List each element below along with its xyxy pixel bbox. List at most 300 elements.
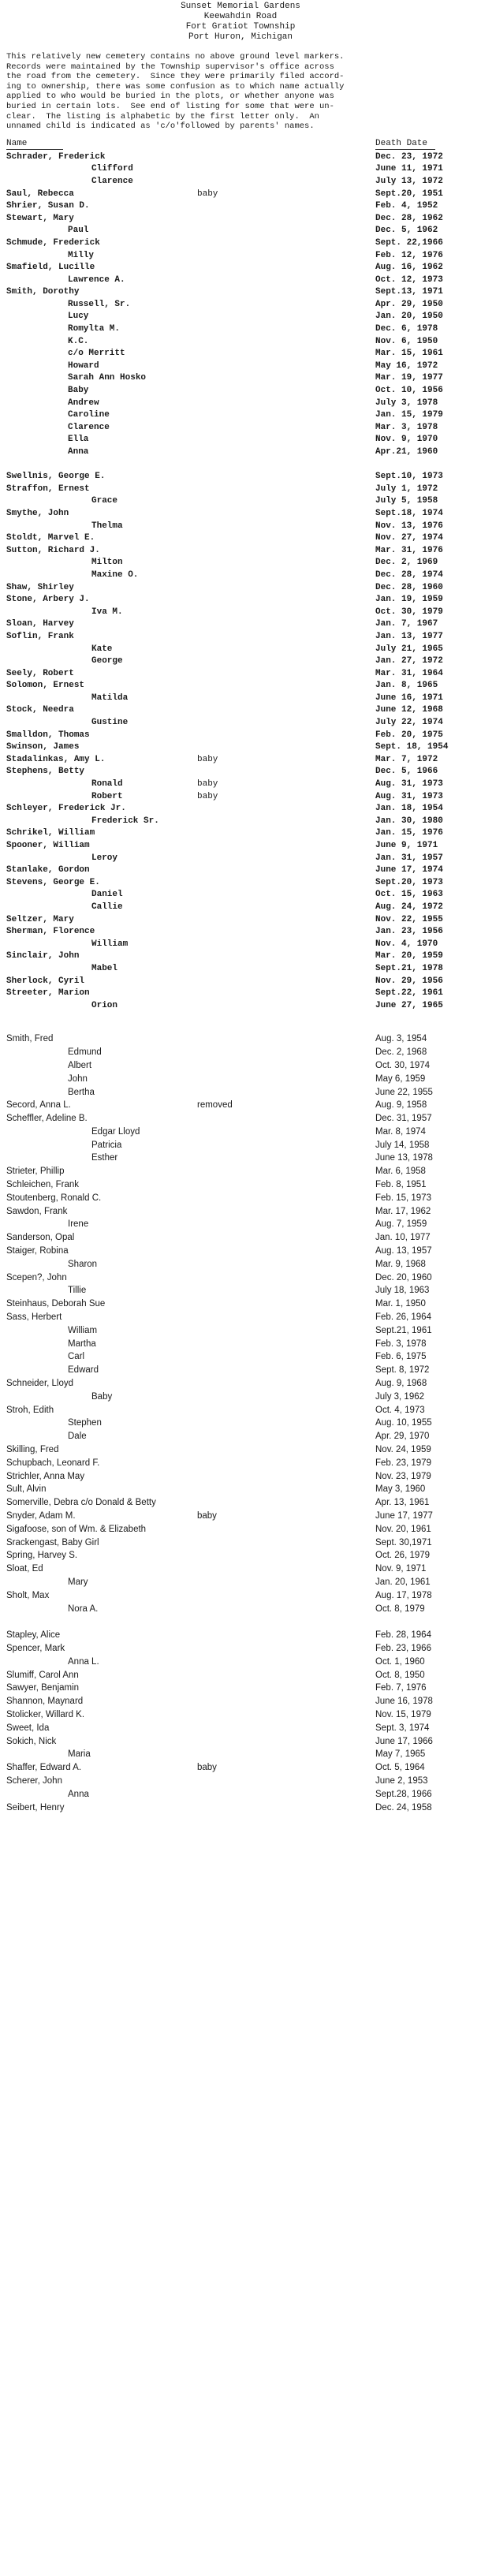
entry-note: baby [197, 754, 218, 764]
listing-row [0, 1099, 481, 1112]
person-name: John [68, 1073, 88, 1084]
listing-row [0, 1430, 481, 1443]
listing-row [0, 1245, 481, 1258]
listing-row [0, 1788, 481, 1801]
person-name: Shaffer, Edward A. [6, 1763, 82, 1773]
listing-row [0, 950, 481, 963]
death-date: Mar. 1, 1950 [375, 1299, 426, 1309]
listing-row [0, 1165, 481, 1178]
person-name: Sawdon, Frank [6, 1206, 68, 1216]
person-name: Sholt, Max [6, 1590, 50, 1600]
death-date: July 5, 1958 [375, 496, 438, 506]
person-name: Caroline [68, 410, 110, 420]
listing-row [0, 1536, 481, 1550]
person-name: Orion [91, 1000, 118, 1010]
person-name: George [91, 656, 123, 666]
person-name: Tillie [68, 1286, 87, 1296]
listing-row [0, 1297, 481, 1311]
listing-row [0, 299, 481, 312]
person-name: Seltzer, Mary [6, 914, 74, 924]
death-date: Jan. 20, 1961 [375, 1577, 431, 1587]
listing-row [0, 1112, 481, 1126]
death-date: Dec. 28, 1974 [375, 569, 443, 580]
death-date: Nov. 20, 1961 [375, 1524, 431, 1534]
person-name: Stephens, Betty [6, 767, 85, 777]
death-date: Nov. 23, 1979 [375, 1471, 431, 1481]
listing-row [0, 1722, 481, 1735]
person-name: Edmund [68, 1047, 102, 1058]
death-date: Mar. 15, 1961 [375, 349, 443, 359]
death-date: Dec. 28, 1962 [375, 213, 443, 223]
listing-row [0, 545, 481, 558]
person-name: Smith, Dorothy [6, 287, 80, 297]
intro-paragraph: This relatively new cemetery contains no above ground level markers. Records were maintained by the Township supervisor's office across the road from the cemetery. Since they were primarily filed accord- ing to ownership, there was some confusion as to which name actually applied to who would be buried in the plots, or whether anyone was buried in certain lots. See end of listing for some that were un- clear. The listing is alphabetic by the first letter only. An unnamed child is indicated as 'c/o'followed by parents' names. [6, 52, 345, 132]
person-name: Paul [68, 226, 89, 236]
listing-row [0, 631, 481, 644]
header-line-road: Keewahdin Road [203, 12, 278, 21]
person-name: Sass, Herbert [6, 1312, 62, 1323]
name-underline [6, 149, 63, 150]
death-date: July 1, 1972 [375, 483, 438, 494]
death-date: Jan. 10, 1977 [375, 1233, 431, 1243]
death-date: Nov. 24, 1959 [375, 1445, 431, 1455]
listing-row [0, 693, 481, 705]
death-date: Dec. 2, 1969 [375, 558, 438, 568]
listing-row [0, 385, 481, 398]
listing-row [0, 311, 481, 323]
death-date: Nov. 4, 1970 [375, 939, 438, 949]
person-name: K.C. [68, 336, 89, 346]
header-line-cemetery: Sunset Memorial Gardens [181, 2, 300, 11]
death-date: Oct. 10, 1956 [375, 386, 443, 396]
entry-note: baby [197, 779, 218, 790]
person-name: Streeter, Marion [6, 988, 90, 999]
person-name: Soflin, Frank [6, 631, 74, 641]
person-name: Sherman, Florence [6, 927, 95, 937]
listing-row [0, 1417, 481, 1430]
death-date: Nov. 29, 1956 [375, 976, 443, 986]
person-name: Thelma [91, 521, 123, 531]
person-name: Patricia [91, 1140, 122, 1150]
death-date: Mar. 17, 1962 [375, 1206, 431, 1216]
listing-row [0, 1457, 481, 1470]
person-name: Stanlake, Gordon [6, 865, 90, 875]
death-date: June 2, 1953 [375, 1775, 428, 1786]
document-header [0, 0, 481, 43]
person-name: Ronald [91, 779, 123, 790]
person-name: William [91, 939, 129, 949]
listing-row [0, 483, 481, 496]
listing-row [0, 495, 481, 508]
listing-row [0, 680, 481, 693]
death-date: Nov. 13, 1976 [375, 521, 443, 531]
listing-row [0, 1761, 481, 1775]
death-date: Feb. 26, 1964 [375, 1312, 431, 1323]
person-name: Slumiff, Carol Ann [6, 1670, 79, 1680]
listing-row [0, 976, 481, 988]
listing-row [0, 1073, 481, 1086]
death-date: Mar. 19, 1977 [375, 373, 443, 383]
death-date: Dec. 28, 1960 [375, 582, 443, 592]
listing-row [0, 717, 481, 730]
person-name: Martha [68, 1338, 96, 1349]
death-date: Oct. 8, 1979 [375, 1603, 425, 1614]
listing-row [0, 1470, 481, 1484]
person-name: Stock, Needra [6, 705, 74, 715]
person-name: Robert [91, 791, 123, 801]
death-date: Mar. 9, 1968 [375, 1259, 426, 1269]
death-date: Nov. 22, 1955 [375, 914, 443, 924]
listing-row [0, 939, 481, 951]
death-date: Dec. 5, 1962 [375, 226, 438, 236]
person-name: Albert [68, 1060, 92, 1070]
listing-row [0, 1748, 481, 1761]
death-date: June 17, 1966 [375, 1736, 433, 1746]
listing-row [0, 1139, 481, 1152]
death-date: Sept.13, 1971 [375, 287, 443, 297]
person-name: Russell, Sr. [68, 299, 131, 309]
death-date: Dec. 24, 1958 [375, 1802, 432, 1813]
death-date: Oct. 8, 1950 [375, 1670, 425, 1680]
death-date: May 16, 1972 [375, 360, 438, 371]
listing-row [0, 237, 481, 250]
person-name: Schrikel, William [6, 828, 95, 838]
listing-row [0, 1377, 481, 1391]
person-name: Grace [91, 496, 118, 506]
header-line-city: Port Huron, Michigan [188, 32, 293, 42]
listing-row [0, 594, 481, 607]
death-date: Jan. 15, 1976 [375, 828, 443, 838]
listing-row [0, 336, 481, 349]
death-date: Oct. 12, 1973 [375, 274, 443, 285]
person-name: Schleyer, Frederick Jr. [6, 804, 126, 814]
death-date: Jan. 15, 1979 [375, 410, 443, 420]
death-date: Sept. 30,1971 [375, 1537, 432, 1547]
listing-row [0, 225, 481, 237]
person-name: Dale [68, 1432, 87, 1442]
death-date: Sept.20, 1951 [375, 189, 443, 199]
listing-row [0, 274, 481, 287]
listing-row [0, 1284, 481, 1297]
death-date: June 17, 1977 [375, 1511, 433, 1521]
listing-row [0, 607, 481, 619]
listing-row [0, 1629, 481, 1642]
person-name: Stroh, Edith [6, 1405, 54, 1415]
person-name: Sherlock, Cyril [6, 976, 85, 986]
death-date: Sept.10, 1973 [375, 472, 443, 482]
listing-row [0, 987, 481, 1000]
listing-row [0, 1615, 481, 1629]
person-name: Sanderson, Opal [6, 1233, 75, 1243]
listing-row [0, 1178, 481, 1192]
section-gap [0, 1012, 481, 1031]
person-name: Lawrence A. [68, 274, 125, 285]
death-date: Mar. 7, 1972 [375, 754, 438, 764]
person-name: Gustine [91, 718, 129, 728]
death-date: Jan. 13, 1977 [375, 631, 443, 641]
death-date: Feb. 23, 1966 [375, 1643, 431, 1653]
person-name: Stadalinkas, Amy L. [6, 754, 106, 764]
listing-row [0, 151, 481, 164]
death-date: Mar. 6, 1958 [375, 1167, 426, 1177]
listing-row [0, 914, 481, 927]
listing-row [0, 213, 481, 226]
listing-row [0, 1549, 481, 1562]
listing-row [0, 176, 481, 189]
death-date: Dec. 31, 1957 [375, 1114, 432, 1124]
person-name: Iva M. [91, 607, 123, 617]
person-name: Seibert, Henry [6, 1802, 65, 1813]
listing-row [0, 1656, 481, 1669]
death-date: Mar. 20, 1959 [375, 951, 443, 961]
listing-row [0, 618, 481, 631]
person-name: Milly [68, 250, 95, 260]
death-date: June 17, 1974 [375, 865, 443, 875]
person-name: Smith, Fred [6, 1034, 54, 1044]
listing-row [0, 434, 481, 446]
death-date: Sept. 18, 1954 [375, 742, 449, 752]
listing-row [0, 471, 481, 483]
person-name: Shaw, Shirley [6, 582, 74, 592]
listing-row [0, 754, 481, 767]
death-date: Sept.20, 1973 [375, 877, 443, 887]
listing-section-1 [0, 151, 481, 1013]
death-date: Aug. 24, 1972 [375, 902, 443, 912]
death-date: Dec. 6, 1978 [375, 324, 438, 334]
listing-row [0, 569, 481, 582]
person-name: Maxine O. [91, 569, 139, 580]
person-name: Daniel [91, 890, 123, 900]
person-name: Schrader, Frederick [6, 151, 106, 162]
listing-row [0, 791, 481, 804]
death-date: Oct. 30, 1974 [375, 1060, 431, 1070]
listing-row [0, 877, 481, 890]
death-date: Jan. 27, 1972 [375, 656, 443, 666]
person-name: Baby [91, 1391, 113, 1402]
column-header-name: Name [6, 138, 28, 148]
death-date: Sept.21, 1961 [375, 1325, 432, 1335]
listing-row [0, 655, 481, 668]
listing-row [0, 644, 481, 656]
death-date: Nov. 9, 1971 [375, 1564, 427, 1574]
death-date: Jan. 20, 1950 [375, 312, 443, 322]
death-date: June 22, 1955 [375, 1087, 433, 1097]
listing-row [0, 1350, 481, 1364]
listing-row [0, 1708, 481, 1722]
person-name: Matilda [91, 693, 129, 703]
listing-row [0, 1669, 481, 1682]
person-name: Clarence [68, 422, 110, 432]
death-date: Feb. 15, 1973 [375, 1193, 431, 1203]
death-date: Jan. 31, 1957 [375, 853, 443, 863]
listing-row [0, 1059, 481, 1073]
person-name: Howard [68, 360, 99, 371]
listing-row [0, 508, 481, 521]
person-name: Strichler, Anna May [6, 1471, 85, 1481]
death-date: Sept.28, 1966 [375, 1789, 432, 1799]
person-name: Stewart, Mary [6, 213, 74, 223]
person-name: Stevens, George E. [6, 877, 100, 887]
person-name: Ella [68, 435, 89, 445]
listing-row [0, 163, 481, 176]
person-name: Lucy [68, 312, 89, 322]
listing-row [0, 730, 481, 742]
death-date: Nov. 6, 1950 [375, 336, 438, 346]
listing-row [0, 1576, 481, 1589]
death-date: Sept.21, 1978 [375, 963, 443, 973]
person-name: Smalldon, Thomas [6, 730, 90, 740]
column-headers [0, 139, 481, 150]
listing-row [0, 1603, 481, 1616]
person-name: Smythe, John [6, 508, 69, 518]
listing-row [0, 250, 481, 263]
person-name: Schupbach, Leonard F. [6, 1458, 100, 1468]
death-date: Dec. 5, 1966 [375, 767, 438, 777]
death-date: Aug. 10, 1955 [375, 1418, 432, 1428]
listing-row [0, 902, 481, 914]
death-date: June 13, 1978 [375, 1153, 433, 1163]
person-name: Stephen [68, 1418, 102, 1428]
death-date: Oct. 15, 1963 [375, 890, 443, 900]
death-date: Jan. 18, 1954 [375, 804, 443, 814]
death-date: Mar. 31, 1976 [375, 545, 443, 555]
death-date: Feb. 20, 1975 [375, 730, 443, 740]
person-name: Frederick Sr. [91, 816, 159, 826]
listing-row [0, 1483, 481, 1496]
death-date: Aug. 7, 1959 [375, 1219, 427, 1230]
person-name: Sutton, Richard J. [6, 545, 100, 555]
listing-section-2 [0, 1032, 481, 1814]
person-name: William [68, 1325, 98, 1335]
listing-row [0, 348, 481, 360]
person-name: Mabel [91, 963, 118, 973]
death-date: Oct. 5, 1964 [375, 1763, 425, 1773]
death-date: Nov. 27, 1974 [375, 533, 443, 543]
person-name: Clifford [91, 164, 133, 174]
person-name: Sult, Alvin [6, 1484, 47, 1495]
death-date: Aug. 3, 1954 [375, 1034, 427, 1044]
death-date: Aug. 17, 1978 [375, 1590, 432, 1600]
person-name: Seely, Robert [6, 668, 74, 678]
person-name: Andrew [68, 398, 99, 408]
person-name: c/o Merritt [68, 349, 125, 359]
listing-row [0, 1364, 481, 1377]
listing-row [0, 864, 481, 877]
listing-row [0, 1510, 481, 1523]
person-name: Kate [91, 644, 113, 654]
death-date: Aug. 9, 1968 [375, 1379, 427, 1389]
person-name: Scepen?, John [6, 1272, 67, 1282]
listing-row [0, 323, 481, 336]
listing-row [0, 1032, 481, 1046]
listing-row [0, 582, 481, 595]
death-date: Dec. 23, 1972 [375, 151, 443, 162]
death-date: Sept.18, 1974 [375, 508, 443, 518]
entry-note: baby [197, 189, 218, 199]
death-date: Sept.22, 1961 [375, 988, 443, 999]
person-name: Mary [68, 1577, 88, 1587]
listing-row [0, 1258, 481, 1271]
person-name: Stoutenberg, Ronald C. [6, 1193, 102, 1203]
entry-note: baby [197, 1763, 217, 1773]
person-name: Strieter, Phillip [6, 1167, 65, 1177]
listing-row [0, 557, 481, 569]
death-date: Feb. 28, 1964 [375, 1630, 431, 1641]
death-date: Nov. 9, 1970 [375, 435, 438, 445]
death-date: Oct. 4, 1973 [375, 1405, 425, 1415]
listing-row [0, 1642, 481, 1656]
person-name: Shannon, Maynard [6, 1697, 84, 1707]
listing-row [0, 1192, 481, 1205]
listing-row [0, 1218, 481, 1231]
listing-row [0, 1046, 481, 1059]
person-name: Scherer, John [6, 1775, 62, 1786]
death-date: Mar. 3, 1978 [375, 422, 438, 432]
death-date: July 21, 1965 [375, 644, 443, 654]
death-date: Feb. 23, 1979 [375, 1458, 431, 1468]
listing-row [0, 1338, 481, 1351]
listing-row [0, 1589, 481, 1603]
listing-row [0, 926, 481, 939]
person-name: Swinson, James [6, 742, 80, 752]
death-date: Apr.21, 1960 [375, 447, 438, 457]
death-date: Feb. 7, 1976 [375, 1683, 427, 1693]
death-date: Sept. 8, 1972 [375, 1365, 430, 1376]
person-name: Srackengast, Baby Girl [6, 1537, 99, 1547]
listing-row [0, 459, 481, 472]
person-name: Stapley, Alice [6, 1630, 61, 1641]
listing-row [0, 372, 481, 385]
person-name: Romylta M. [68, 324, 121, 334]
listing-row [0, 1496, 481, 1510]
person-name: Stone, Arbery J. [6, 595, 90, 605]
person-name: Saul, Rebecca [6, 189, 74, 199]
listing-row [0, 1523, 481, 1536]
person-name: Clarence [91, 176, 133, 186]
death-date: May 7, 1965 [375, 1749, 426, 1760]
column-header-death-date: Death Date [375, 138, 428, 148]
death-date: Aug. 9, 1958 [375, 1100, 427, 1111]
listing-row [0, 1324, 481, 1338]
death-date: Aug. 31, 1973 [375, 791, 443, 801]
death-date: Feb. 12, 1976 [375, 250, 443, 260]
death-date: Nov. 15, 1979 [375, 1709, 431, 1719]
listing-row [0, 1126, 481, 1139]
death-date: Jan. 23, 1956 [375, 927, 443, 937]
death-date: Aug. 16, 1962 [375, 263, 443, 273]
person-name: Callie [91, 902, 123, 912]
listing-row [0, 704, 481, 717]
listing-row [0, 360, 481, 373]
listing-row [0, 521, 481, 533]
listing-row [0, 840, 481, 853]
listing-row [0, 1391, 481, 1404]
listing-row [0, 1086, 481, 1099]
listing-row [0, 827, 481, 840]
death-date: July 3, 1962 [375, 1391, 425, 1402]
person-name: Anna [68, 1789, 89, 1799]
death-date: July 22, 1974 [375, 718, 443, 728]
person-name: Esther [91, 1153, 118, 1163]
person-name: Anna L. [68, 1656, 99, 1667]
listing-row [0, 1695, 481, 1708]
death-date: Oct. 26, 1979 [375, 1551, 431, 1561]
person-name: Sharon [68, 1259, 98, 1269]
death-date: July 14, 1958 [375, 1140, 430, 1150]
person-name: Edgar Lloyd [91, 1126, 140, 1137]
listing-row [0, 1562, 481, 1576]
person-name: Sweet, Ida [6, 1723, 50, 1733]
